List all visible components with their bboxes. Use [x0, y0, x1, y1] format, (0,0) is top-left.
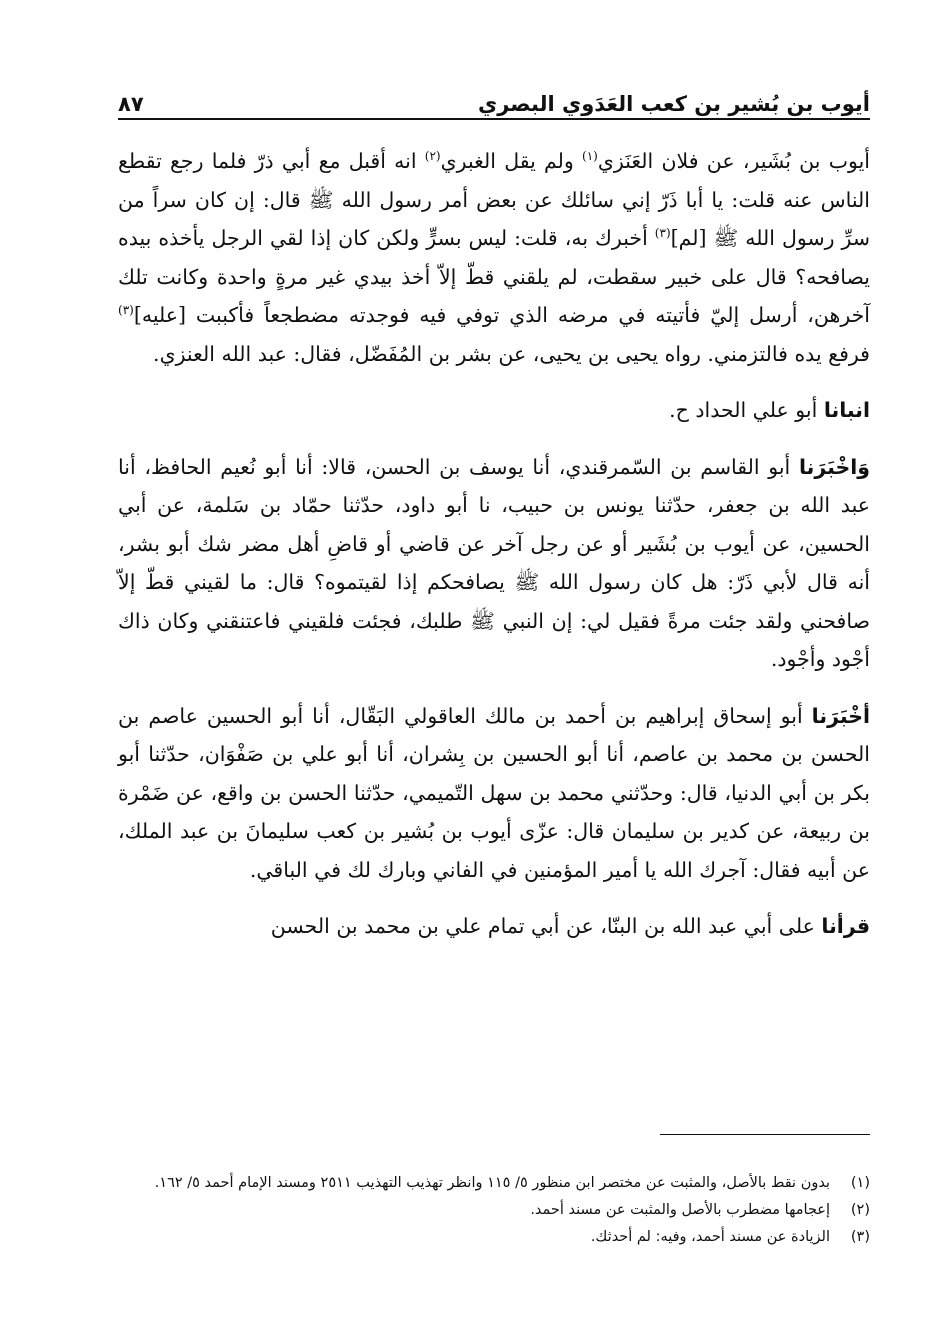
footnote-text: بدون نقط بالأصل، والمثبت عن مختصر ابن منظور ٥/ ١١٥ وانظر تهذيب التهذيب ٢٥١١ ومسند الإمام أحمد ٥/ ١٦٢.: [154, 1175, 830, 1191]
paragraph-lead: انبانا: [823, 398, 870, 422]
footnote-ref: (٣): [118, 303, 134, 318]
footnote-ref: (٢): [424, 149, 441, 164]
paragraph-4: [118, 697, 870, 890]
paragraph-text: أبو علي الحداد ح.: [669, 398, 824, 422]
footnote-ref: (١): [582, 149, 598, 164]
footnotes: [118, 1170, 870, 1251]
paragraph-text: على أبي عبد الله بن البنّا، عن أبي تمام علي بن محمد بن الحسن: [270, 914, 822, 938]
paragraph-text: أخبرك به، قلت: ليس بسرٍّ ولكن كان إذا لقي الرجل يأخذه بيده يصافحه؟ قال على خبير سقطت، لم يلقني قطّ إلاّ أخذ بيدي غير مرةٍ واحدة وكانت تلك آخرهن، أرسل إليّ فأتيته في مرضه الذي توفي فيه فوجدته مضطجعاً فأكببت [عليه]: [118, 226, 870, 327]
paragraph-text: أيوب بن بُشَير، عن فلان العَنَزي: [597, 149, 870, 173]
paragraph-3: [118, 448, 870, 679]
footnote-item: [118, 1170, 870, 1197]
paragraph-text: ولم يقل الغبري: [440, 149, 583, 173]
footnote-item: [118, 1224, 870, 1251]
footnote-number: (١): [850, 1175, 870, 1191]
footnote-number: (٢): [850, 1202, 870, 1218]
footnote-item: [118, 1197, 870, 1224]
paragraph-text: أبو إسحاق إبراهيم بن أحمد بن مالك العاقولي البَقّال، أنا أبو الحسين عاصم بن الحسن بن محمد بن عاصم، أنا أبو الحسين بن بِشران، أنا أبو علي بن صَفْوَان، حدّثنا أبو بكر بن أبي الدنيا، قال: وحدّثني محمد بن سهل التّميمي، حدّثنا الحسن بن واقع، عن ضَمْرة بن ربيعة، عن كدير بن سليمان قال: عزّى أيوب بن بُشير بن كعب سليمانَ بن عبد الملك، عن أبيه فقال: آجرك الله يا أمير المؤمنين في الفاني وبارك لك في الباقي.: [118, 703, 870, 882]
footnote-text: إعجامها مضطرب بالأصل والمثبت عن مسند أحمد.: [530, 1202, 830, 1218]
paragraph-text: انه أقبل مع أبي ذرّ فلما رجع تقطع الناس عنه قلت: يا أبا ذَرّ إني سائلك عن بعض أمر رسول الله ﷺ قال: إن كان سراً من سرِّ رسول الله ﷺ [لم]: [118, 149, 871, 250]
paragraph-text: فرفع يده فالتزمني. رواه يحيى بن يحيى، عن بشر بن المُفَضّل، فقال: عبد الله العنزي.: [153, 341, 870, 366]
footnote-number: (٣): [850, 1229, 870, 1245]
page-number: ٨٧: [118, 92, 144, 116]
footnote-separator: [660, 1134, 870, 1135]
paragraph-lead: وَاخْبَرَنا: [798, 454, 870, 479]
book-page: [118, 78, 870, 1308]
paragraph-text: أبو القاسم بن السّمرقندي، أنا يوسف بن الحسن، قالا: أنا أبو نُعيم الحافظ، أنا عبد الله بن جعفر، حدّثنا يونس بن حبيب، نا أبو داود، حدّثنا حمّاد بن سَلمة، عن أبي الحسين، عن أيوب بن بُشَير أو عن رجل آخر عن قاضي أو قاضِ أهل مضر شك أبو بشر، أنه قال لأبي ذَرّ: هل كان رسول الله ﷺ يصافحكم إذا لقيتموه؟ قال: ما لقيني قطّ إلاّ صافحني ولقد جئت مرةً فقيل لي: إن النبي ﷺ طلبك، فجئت فلقيني فاعتنقني وكان ذاك أجْود وأجْود.: [118, 454, 871, 671]
paragraph-5: [118, 907, 870, 946]
paragraph-2: [118, 391, 870, 430]
paragraph-1: [118, 142, 870, 373]
main-text: [118, 142, 870, 946]
footnote-text: الزيادة عن مسند أحمد، وفيه: لم أحدثك.: [590, 1229, 830, 1245]
paragraph-lead: قرأنا: [821, 914, 870, 938]
running-title: أيوب بن بُشير بن كعب العَدَوي البصري: [478, 92, 870, 116]
footnote-ref: (٣): [654, 226, 671, 241]
running-header: [118, 78, 870, 120]
paragraph-lead: أخْبَرَنا: [811, 703, 870, 728]
